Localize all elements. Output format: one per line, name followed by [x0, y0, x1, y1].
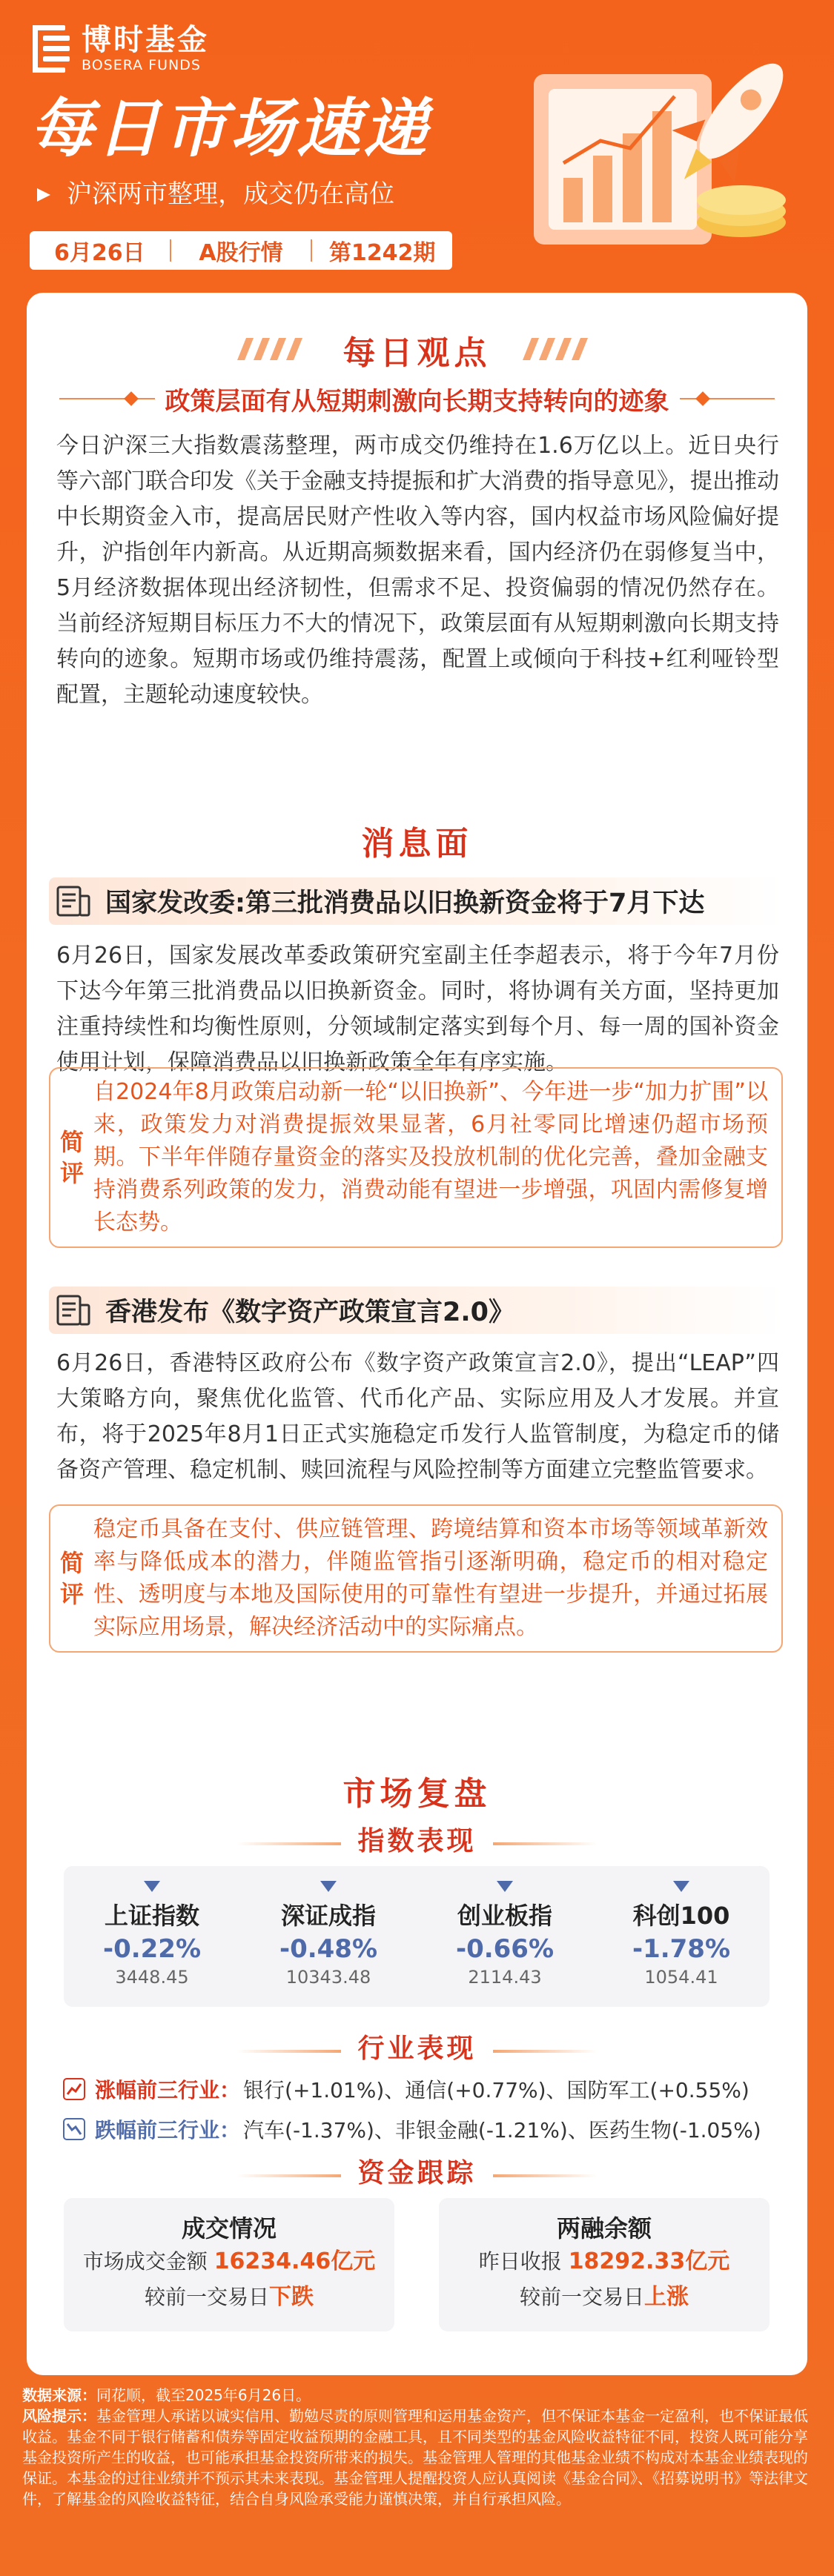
index-panel: [64, 1866, 770, 2007]
view-headline-banner: [59, 376, 775, 421]
news-item-1-comment: [49, 1067, 783, 1248]
trend-down-icon: [62, 2117, 86, 2141]
view-body: 今日沪深三大指数震荡整理，两市成交仍维持在1.6万亿以上。近日央行等六部门联合印发《关于金融支持提振和扩大消费的指导意见》，提出推动中长期资金入市，提高居民财产性收入等内容，国内权益市场风险偏好提升，沪指创年内新高。从近期高频数据来看，国内经济仍在弱修复当中，5月经济数据体现出经济韧性，但需求不足、投资偏弱的情况仍然存在。当前经济短期目标压力不大的情况下，政策层面有从短期刺激向长期支持转向的迹象。短期市场或仍维持震荡，配置上或倾向于科技+红利哑铃型配置，主题轮动速度较快。: [56, 433, 779, 708]
brand-name-cn: 博时基金: [82, 23, 209, 57]
subtitle-bullet-icon: [36, 187, 52, 203]
title-stripes-left-icon: [237, 338, 311, 360]
bosera-logo-icon: [33, 25, 71, 73]
news-item-2-comment: [49, 1504, 783, 1653]
rocket-chart-illustration-icon: [519, 30, 815, 274]
brand-logo: [33, 19, 255, 79]
comment-label: 简 评: [59, 1128, 84, 1187]
down-arrow-icon: [144, 1881, 160, 1892]
view-headline: 政策层面有从短期刺激向长期支持转向的迹象: [155, 381, 680, 417]
page-subtitle: 沪深两市整理，成交仍在高位: [67, 179, 394, 209]
industry-losers-row: 跌幅前三行业： 汽车(-1.37%)、非银金融(-1.21%)、医药生物(-1.05%): [62, 2111, 774, 2148]
news-item-2-header: [49, 1287, 783, 1334]
index-star100: 科创100 -1.78% 1054.41: [593, 1866, 770, 2007]
brand-name-en: BOSERA FUNDS: [82, 57, 201, 73]
document-icon: [53, 883, 95, 920]
news-item-1-comment-text: 自2024年8月政策启动新一轮“以旧换新”、今年进一步“加力扩围”以来，政策发力对消费提振效果显著，6月社零同比增速仍超市场预期。下半年伴随存量资金的落实及投放机制的优化完善，叠加金融支持消费系列政策的发力，消费动能有望进一步增强，巩固内需修复增长态势。: [93, 1079, 768, 1235]
index-subtitle: 指数表现: [0, 1820, 834, 1858]
title-stripes-right-icon: [523, 338, 597, 360]
industry-losers: 汽车(-1.37%)、非银金融(-1.21%)、医药生物(-1.05%): [243, 2118, 761, 2142]
data-source: 同花顺，截至2025年6月26日。: [96, 2386, 311, 2404]
news-item-2-body: 6月26日，香港特区政府公布《数字资产政策宣言2.0》，提出“LEAP”四大策略方向，聚焦优化监管、代币化产品、实际应用及人才发展。并宣布，将于2025年8月1日正式实施稳定币发行人监管制度，为稳定币的储备资产管理、稳定机制、赎回流程与风险控制等方面建立完整监管要求。: [56, 1350, 779, 1483]
down-arrow-icon: [497, 1881, 513, 1892]
news-item-2-comment-text: 稳定币具备在支付、供应链管理、跨境结算和资本市场等领域革新效率与降低成本的潜力，伴随监管指引逐渐明确，稳定币的相对稳定性、透明度与本地及国际使用的可靠性有望进一步提升，并通过拓展实际应用场景，解决经济活动中的实际痛点。: [93, 1516, 768, 1640]
index-chinext: 创业板指 -0.66% 2114.43: [417, 1866, 593, 2007]
down-arrow-icon: [320, 1881, 337, 1892]
turnover-value: 16234.46亿元: [214, 2248, 376, 2274]
comment-label: 简 评: [59, 1549, 84, 1608]
issue-tag-bar: [30, 231, 452, 270]
disclaimer-footer: 数据来源：同花顺，截至2025年6月26日。 风险提示：基金管理人承诺以诚实信用、勤勉尽责的原则管理和运用基金资产，但不保证本基金一定盈利，也不保证最低收益。基金不同于银行储蓄和债券等固定收益预期的金融工具，且不同类型的基金风险收益特征不同，投资人既可能分享基金投资所产生的收益，也可能承担基金投资所带来的损失。基金管理人管理的其他基金业绩不构成对本基金业绩表现的保证。本基金的过往业绩并不预示其未来表现。基金管理人提醒投资人应认真阅读《基金合同》、《招募说明书》等法律文件，了解基金的风险收益特征，结合自身风险承受能力谨慎决策，并自行承担风险。: [22, 2386, 808, 2508]
trend-up-icon: [62, 2077, 86, 2101]
risk-warning: 基金管理人承诺以诚实信用、勤勉尽责的原则管理和运用基金资产，但不保证本基金一定盈利，也不保证最低收益。基金不同于银行储蓄和债券等固定收益预期的金融工具，且不同类型的基金风险收益特征不同，投资人既可能分享基金投资所产生的收益，也可能承担基金投资所带来的损失。基金管理人管理的其他基金业绩不构成对本基金业绩表现的保证。本基金的过往业绩并不预示其未来表现。基金管理人提醒投资人应认真阅读《基金合同》、《招募说明书》等法律文件，了解基金的风险收益特征，结合自身风险承受能力谨慎决策，并自行承担风险。: [22, 2407, 808, 2508]
turnover-panel: 成交情况 市场成交金额 16234.46亿元 较前一交易日下跌: [64, 2198, 394, 2331]
industry-gainers: 银行(+1.01%)、通信(+0.77%)、国防军工(+0.55%): [243, 2078, 749, 2102]
section-title-view: 每日观点: [0, 326, 834, 374]
index-szse: 深证成指 -0.48% 10343.48: [240, 1866, 417, 2007]
news-item-1-headline: 国家发改委:第三批消费品以旧换新资金将于7月下达: [105, 889, 705, 918]
section-title-news: 消息面: [0, 817, 834, 864]
industry-gainers-row: 涨幅前三行业： 银行(+1.01%)、通信(+0.77%)、国防军工(+0.55%): [62, 2071, 774, 2108]
page-title: 每日市场速递: [30, 92, 430, 166]
turnover-direction: 下跌: [269, 2284, 314, 2310]
section-title-market: 市场复盘: [0, 1767, 834, 1814]
document-icon: [53, 1292, 95, 1329]
news-item-1-header: [49, 877, 783, 925]
margin-panel: 两融余额 昨日收报 18292.33亿元 较前一交易日上涨: [439, 2198, 770, 2331]
index-sse: 上证指数 -0.22% 3448.45: [64, 1866, 240, 2007]
industry-subtitle: 行业表现: [0, 2028, 834, 2065]
fund-subtitle: 资金跟踪: [0, 2152, 834, 2190]
news-item-2-headline: 香港发布《数字资产政策宣言2.0》: [105, 1298, 515, 1327]
margin-direction: 上涨: [644, 2284, 689, 2310]
margin-value: 18292.33亿元: [568, 2248, 730, 2274]
category-tag: A股行情: [199, 240, 283, 266]
down-arrow-icon: [673, 1881, 689, 1892]
issue-number-tag: 第1242期: [328, 240, 436, 266]
news-item-1-body: 6月26日，国家发展改革委政策研究室副主任李超表示，将于今年7月份下达今年第三批消费品以旧换新资金。同时，将协调有关方面，坚持更加注重持续性和均衡性原则，分领域制定落实到每个月、每一周的国补资金使用计划，保障消费品以旧换新政策全年有序实施。: [56, 943, 779, 1075]
date-tag: 6月26日: [54, 240, 145, 266]
